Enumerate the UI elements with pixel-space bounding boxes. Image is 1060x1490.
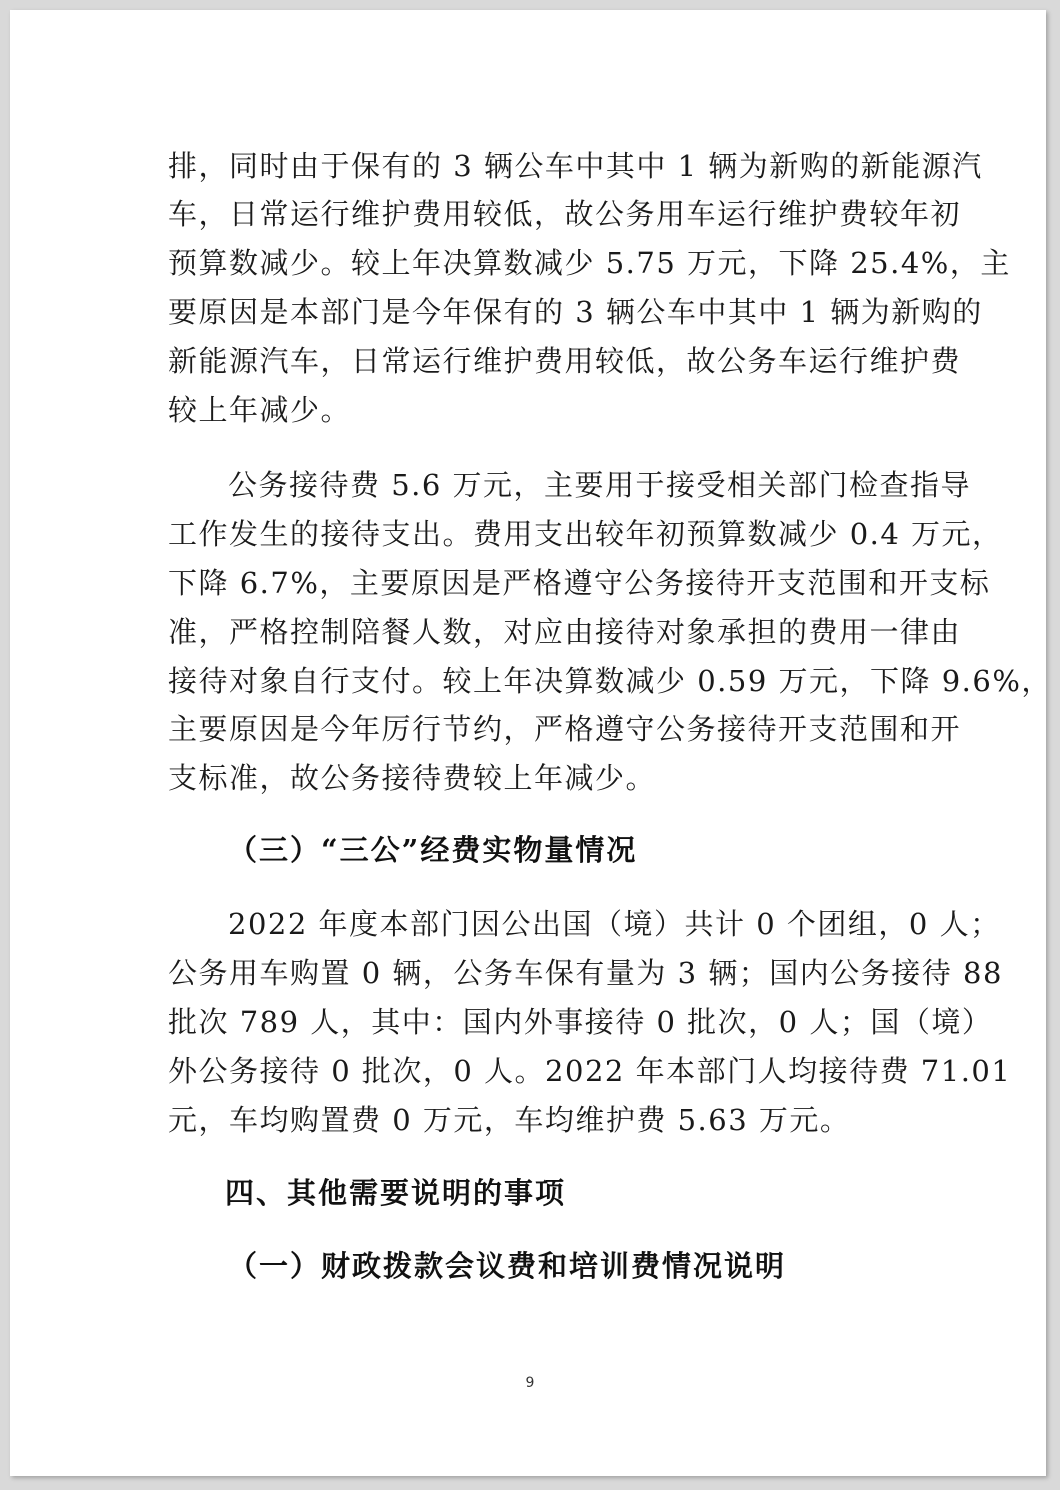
paragraph-1-line-5: 新能源汽车，日常运行维护费用较低，故公务车运行维护费	[168, 344, 962, 378]
paragraph-2-line-3: 下降 6.7%，主要原因是严格遵守公务接待开支范围和开支标	[168, 566, 991, 600]
paragraph-1-line-2: 车，日常运行维护费用较低，故公务用车运行维护费较年初	[168, 197, 962, 231]
paragraph-1-line-3: 预算数减少。较上年决算数减少 5.75 万元，下降 25.4%，主	[168, 246, 1011, 280]
paragraph-2-line-7: 支标准，故公务接待费较上年减少。	[168, 761, 657, 795]
paragraph-1-line-6: 较上年减少。	[168, 393, 352, 427]
paragraph-3-line-1: 2022 年度本部门因公出国（境）共计 0 个团组，0 人；	[228, 907, 1001, 941]
paragraph-2-line-4: 准，严格控制陪餐人数，对应由接待对象承担的费用一律由	[168, 615, 962, 649]
paragraph-2-line-6: 主要原因是今年厉行节约，严格遵守公务接待开支范围和开	[168, 712, 962, 746]
paragraph-3-line-3: 批次 789 人，其中：国内外事接待 0 批次，0 人；国（境）	[168, 1005, 993, 1039]
paragraph-3-line-2: 公务用车购置 0 辆，公务车保有量为 3 辆；国内公务接待 88	[168, 956, 1003, 990]
page-number: 9	[525, 1375, 535, 1391]
paragraph-2-line-1: 公务接待费 5.6 万元，主要用于接受相关部门检查指导	[228, 468, 972, 502]
subsection-heading-1: （一）财政拨款会议费和培训费情况说明	[228, 1249, 787, 1283]
paragraph-2-line-5: 接待对象自行支付。较上年决算数减少 0.59 万元，下降 9.6%，	[168, 664, 1052, 698]
section-heading-3: （三）“三公”经费实物量情况	[228, 833, 638, 867]
paragraph-1-line-4: 要原因是本部门是今年保有的 3 辆公车中其中 1 辆为新购的	[168, 295, 983, 329]
paragraph-3-line-5: 元，车均购置费 0 万元，车均维护费 5.63 万元。	[168, 1103, 851, 1137]
paragraph-1-line-1: 排，同时由于保有的 3 辆公车中其中 1 辆为新购的新能源汽	[168, 149, 983, 183]
paragraph-2-line-2: 工作发生的接待支出。费用支出较年初预算数减少 0.4 万元，	[168, 517, 1003, 551]
section-heading-4: 四、其他需要说明的事项	[225, 1176, 567, 1210]
paragraph-3-line-4: 外公务接待 0 批次，0 人。2022 年本部门人均接待费 71.01	[168, 1054, 1012, 1088]
